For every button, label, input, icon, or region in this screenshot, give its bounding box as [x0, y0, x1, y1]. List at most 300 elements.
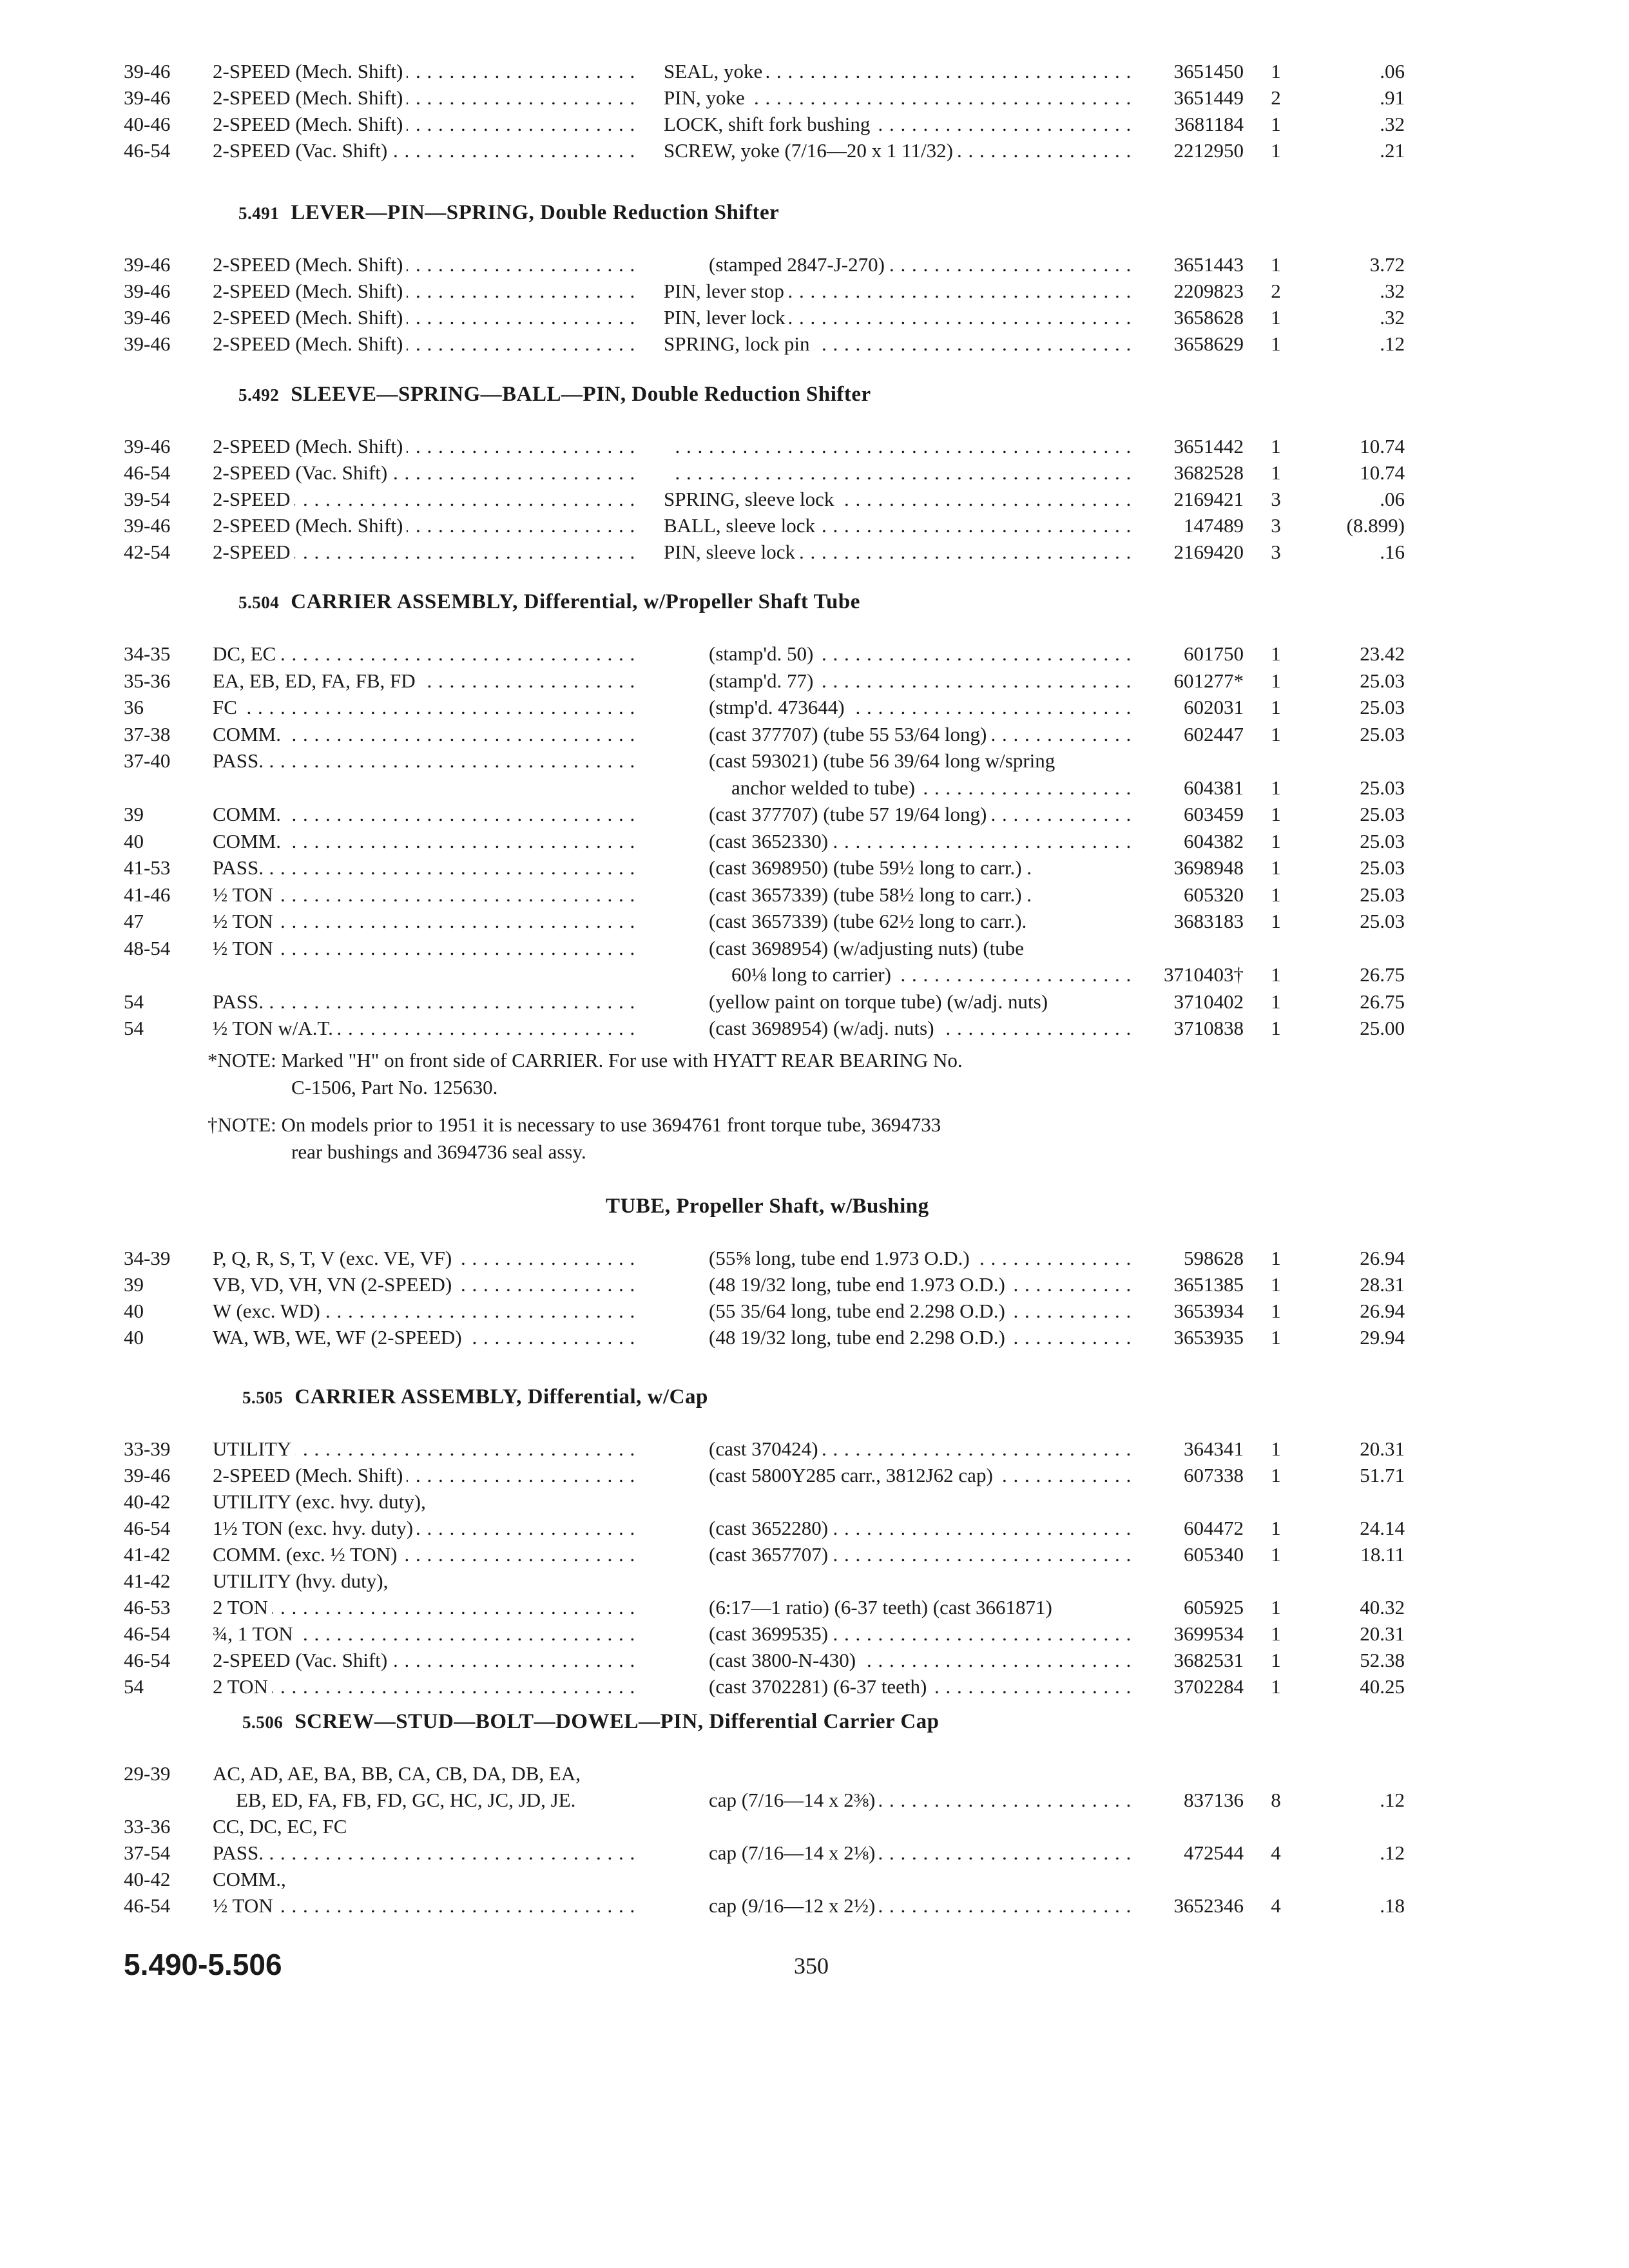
part-description [709, 1016, 1132, 1041]
model-text: EA, EB, ED, FA, FB, FD [213, 669, 419, 692]
part-number: 3653935 [1173, 1326, 1244, 1349]
description-text: (cast 377707) (tube 57 19/64 long) [709, 803, 990, 825]
part-number: 472544 [1184, 1841, 1244, 1864]
part-number: 2169421 [1173, 488, 1244, 510]
list-price: .32 [1380, 113, 1405, 135]
parts-row [0, 540, 1629, 568]
quantity: 1 [1271, 1437, 1281, 1460]
list-price: 18.11 [1360, 1543, 1405, 1566]
list-price: .12 [1380, 332, 1405, 355]
model-year: 46-54 [124, 139, 171, 162]
quantity: 4 [1271, 1841, 1281, 1864]
parts-row [0, 1437, 1629, 1465]
description-text [664, 435, 668, 457]
description-text: (stmp'd. 473644) [709, 696, 849, 718]
part-description [709, 1841, 1132, 1865]
description-text: (stamp'd. 50) [709, 642, 817, 665]
section-heading [242, 1385, 708, 1409]
section-heading [606, 1195, 929, 1218]
model-description [213, 1299, 638, 1323]
model-description: UTILITY (exc. hvy. duty), [213, 1490, 426, 1513]
model-text: ¾, 1 TON [213, 1622, 297, 1645]
part-description: (cast 3698954) (w/adjusting nuts) (tube [709, 936, 1025, 959]
part-description [709, 1788, 1132, 1812]
parts-row [0, 1569, 1629, 1597]
parts-row [0, 1516, 1629, 1544]
model-text: 2-SPEED (Mech. Shift) [213, 86, 407, 109]
description-text: (cast 377707) (tube 55 53/64 long) [709, 723, 990, 745]
parts-row [0, 514, 1629, 542]
description-text: cap (7/16—14 x 2⅜) [709, 1789, 879, 1811]
list-price: 3.72 [1369, 253, 1405, 276]
section-number: 5.492 [238, 385, 280, 405]
footnote [207, 1111, 941, 1166]
model-year: 33-36 [124, 1815, 171, 1838]
list-price: 10.74 [1360, 435, 1405, 457]
part-description [664, 139, 1132, 163]
list-price: .32 [1380, 280, 1405, 302]
parts-row [0, 1762, 1629, 1790]
section-heading [238, 383, 871, 407]
parts-row [0, 1246, 1629, 1274]
quantity: 8 [1271, 1789, 1281, 1811]
model-year: 46-54 [124, 461, 171, 484]
model-description [213, 722, 638, 747]
model-year: 41-42 [124, 1543, 171, 1566]
model-description: CC, DC, EC, FC [213, 1815, 347, 1838]
model-year: 40 [124, 1300, 144, 1322]
model-year: 39-46 [124, 60, 171, 82]
description-text: SPRING, lock pin [664, 332, 814, 355]
parts-row [0, 1595, 1629, 1624]
part-description [664, 514, 1132, 538]
part-number: 147489 [1184, 514, 1244, 537]
model-text: PASS. [213, 749, 267, 772]
model-description [213, 1542, 638, 1567]
model-text: COMM. [213, 830, 285, 852]
model-year: 54 [124, 1675, 144, 1698]
list-price: .12 [1380, 1789, 1405, 1811]
description-text: LOCK, shift fork bushing [664, 113, 874, 135]
part-description: (cast 593021) (tube 56 39/64 long w/spring [709, 749, 1055, 772]
list-price: 25.03 [1360, 722, 1405, 745]
model-year: 39-46 [124, 435, 171, 457]
list-price: 25.03 [1360, 696, 1405, 718]
description-text: PIN, yoke [664, 86, 749, 109]
part-number: 3651385 [1173, 1273, 1244, 1296]
part-number: 3658628 [1173, 306, 1244, 329]
model-description [213, 642, 638, 666]
model-year: 46-53 [124, 1596, 171, 1619]
model-description: COMM., [213, 1868, 286, 1890]
quantity: 1 [1271, 1596, 1281, 1619]
model-text: 2-SPEED (Mech. Shift) [213, 60, 407, 82]
section-range-code: 5.490-5.506 [124, 1948, 282, 1981]
parts-row [0, 461, 1629, 489]
model-text: 2-SPEED (Mech. Shift) [213, 1464, 407, 1486]
parts-row [0, 112, 1629, 140]
model-year: 39-46 [124, 514, 171, 537]
description-text: cap (9/16—12 x 2½) [709, 1894, 879, 1917]
model-description [213, 279, 638, 303]
part-number: 601750 [1184, 642, 1244, 665]
quantity: 4 [1271, 1894, 1281, 1917]
parts-row [0, 776, 1629, 804]
model-text: ½ TON [213, 910, 277, 932]
description-text: (cast 370424) [709, 1437, 822, 1460]
section-title: SLEEVE—SPRING—BALL—PIN, Double Reduction Shifter [291, 383, 871, 406]
model-description [213, 1246, 638, 1271]
quantity: 1 [1271, 60, 1281, 82]
part-number: 3682531 [1173, 1649, 1244, 1671]
part-description [709, 802, 1132, 827]
parts-row [0, 1299, 1629, 1327]
quantity: 1 [1271, 829, 1281, 852]
part-description: (cast 3698950) (tube 59½ long to carr.) . [709, 856, 1032, 879]
quantity: 1 [1271, 1273, 1281, 1296]
model-description [213, 1841, 638, 1865]
model-description [213, 936, 638, 961]
part-number: 3652346 [1173, 1894, 1244, 1917]
part-number: 3651442 [1173, 435, 1244, 457]
description-text: (cast 3657707) [709, 1543, 832, 1566]
model-year: 39-46 [124, 1464, 171, 1486]
model-year: 40 [124, 1326, 144, 1349]
quantity: 1 [1271, 1247, 1281, 1269]
model-text: PASS. [213, 1841, 267, 1864]
model-text: ½ TON [213, 1894, 277, 1917]
model-text: 2 TON [213, 1675, 272, 1698]
part-description [664, 112, 1132, 137]
quantity: 2 [1271, 86, 1281, 109]
model-text: P, Q, R, S, T, V (exc. VE, VF) [213, 1247, 456, 1269]
model-year: 39-54 [124, 488, 171, 510]
quantity: 1 [1271, 306, 1281, 329]
model-year: 46-54 [124, 1622, 171, 1645]
description-text: (55⅝ long, tube end 1.973 O.D.) [709, 1247, 974, 1269]
part-description [709, 1894, 1132, 1918]
list-price: 25.03 [1360, 910, 1405, 932]
footnote-line: rear bushings and 3694736 seal assy. [291, 1140, 586, 1163]
part-description [709, 1463, 1132, 1488]
model-year: 40-42 [124, 1868, 171, 1890]
description-text [664, 461, 668, 484]
parts-row [0, 1814, 1629, 1843]
list-price: 52.38 [1360, 1649, 1405, 1671]
parts-row [0, 1016, 1629, 1044]
quantity: 1 [1271, 856, 1281, 879]
model-text: COMM. [213, 803, 285, 825]
model-year: 33-39 [124, 1437, 171, 1460]
model-year: 37-40 [124, 749, 171, 772]
parts-row [0, 305, 1629, 334]
section-number: 5.506 [242, 1713, 284, 1732]
quantity: 1 [1271, 1649, 1281, 1671]
list-price: .21 [1380, 139, 1405, 162]
model-description [213, 112, 638, 137]
parts-row [0, 139, 1629, 167]
quantity: 1 [1271, 1517, 1281, 1539]
quantity: 1 [1271, 883, 1281, 906]
quantity: 1 [1271, 696, 1281, 718]
part-number: 3698948 [1173, 856, 1244, 879]
model-description [213, 1325, 638, 1350]
quantity: 1 [1271, 1675, 1281, 1698]
list-price: 23.42 [1360, 642, 1405, 665]
part-number: 364341 [1184, 1437, 1244, 1460]
list-price: .18 [1380, 1894, 1405, 1917]
part-number: 3699534 [1173, 1622, 1244, 1645]
model-description [213, 514, 638, 538]
model-year: 46-54 [124, 1894, 171, 1917]
part-number: 3651450 [1173, 60, 1244, 82]
quantity: 1 [1271, 1464, 1281, 1486]
section-title: LEVER—PIN—SPRING, Double Reduction Shifter [291, 201, 780, 224]
model-description: UTILITY (hvy. duty), [213, 1570, 389, 1592]
parts-row [0, 856, 1629, 884]
model-year: 36 [124, 696, 144, 718]
model-description [213, 909, 638, 934]
part-description [664, 461, 1132, 485]
model-year: 41-42 [124, 1570, 171, 1592]
quantity: 1 [1271, 1017, 1281, 1039]
model-description [213, 1595, 638, 1620]
parts-row [0, 695, 1629, 724]
part-description [709, 1273, 1132, 1297]
model-year: 39 [124, 803, 144, 825]
model-description [213, 461, 638, 485]
part-description [709, 1246, 1132, 1271]
model-description [213, 829, 638, 854]
part-number: 3651449 [1173, 86, 1244, 109]
list-price: 25.03 [1360, 669, 1405, 692]
description-text: SCREW, yoke (7/16—20 x 1 11/32) [664, 139, 957, 162]
model-description [213, 305, 638, 330]
quantity: 1 [1271, 1543, 1281, 1566]
parts-row [0, 909, 1629, 937]
parts-row [0, 669, 1629, 697]
footnote-line: †NOTE: On models prior to 1951 it is necessary to use 3694761 front torque tube, 3694733 [207, 1113, 941, 1136]
model-year: 40 [124, 829, 144, 852]
footnote [207, 1047, 963, 1101]
model-description [213, 253, 638, 277]
description-text: BALL, sleeve lock [664, 514, 819, 537]
parts-row [0, 1542, 1629, 1571]
quantity: 1 [1271, 435, 1281, 457]
list-price: 26.75 [1360, 963, 1405, 986]
part-number: 3682528 [1173, 461, 1244, 484]
description-text: (cast 3652280) [709, 1517, 832, 1539]
part-number: 3710402 [1173, 990, 1244, 1013]
part-number: 605340 [1184, 1543, 1244, 1566]
part-number: 607338 [1184, 1464, 1244, 1486]
part-description [709, 1675, 1132, 1699]
model-description: EB, ED, FA, FB, FD, GC, HC, JC, JD, JE. [236, 1789, 576, 1811]
section-number: 5.491 [238, 204, 280, 223]
model-year: 46-54 [124, 1517, 171, 1539]
part-description [709, 1437, 1132, 1461]
model-description [213, 883, 638, 907]
quantity: 1 [1271, 776, 1281, 799]
model-year: 34-35 [124, 642, 171, 665]
part-number: 2169420 [1173, 541, 1244, 563]
parts-row [0, 434, 1629, 463]
parts-row [0, 722, 1629, 751]
model-year: 29-39 [124, 1762, 171, 1785]
list-price: .32 [1380, 306, 1405, 329]
model-description: AC, AD, AE, BA, BB, CA, CB, DA, DB, EA, [213, 1762, 581, 1785]
parts-row [0, 1675, 1629, 1703]
quantity: 2 [1271, 280, 1281, 302]
description-text: (stamp'd. 77) [709, 669, 817, 692]
list-price: 24.14 [1360, 1517, 1405, 1539]
model-text: 2-SPEED (Vac. Shift) [213, 1649, 391, 1671]
part-description: (6:17—1 ratio) (6-37 teeth) (cast 3661871) [709, 1596, 1052, 1619]
list-price: 51.71 [1360, 1464, 1405, 1486]
part-description [709, 1622, 1132, 1646]
part-description [664, 279, 1132, 303]
quantity: 1 [1271, 669, 1281, 692]
quantity: 1 [1271, 253, 1281, 276]
description-text: (cast 3702281) (6-37 teeth) [709, 1675, 930, 1698]
model-year: 39-46 [124, 253, 171, 276]
quantity: 1 [1271, 1326, 1281, 1349]
description-text: anchor welded to tube) [731, 776, 919, 799]
model-text: WA, WB, WE, WF (2-SPEED) [213, 1326, 466, 1349]
model-description [213, 139, 638, 163]
model-text: 2-SPEED [213, 488, 294, 510]
parts-row [0, 749, 1629, 777]
section-title: CARRIER ASSEMBLY, Differential, w/Propeller Shaft Tube [291, 590, 860, 613]
model-description [213, 1516, 638, 1541]
list-price: 10.74 [1360, 461, 1405, 484]
parts-row [0, 1841, 1629, 1869]
model-description [213, 540, 638, 564]
part-number: 605925 [1184, 1596, 1244, 1619]
part-number: 3702284 [1173, 1675, 1244, 1698]
parts-row [0, 936, 1629, 965]
part-description [709, 1325, 1132, 1350]
part-number: 598628 [1184, 1247, 1244, 1269]
section-heading [242, 1710, 940, 1734]
description-text: SPRING, sleeve lock [664, 488, 838, 510]
model-year: 35-36 [124, 669, 171, 692]
model-text: 2-SPEED (Vac. Shift) [213, 461, 391, 484]
part-description [664, 540, 1132, 564]
section-number: 5.505 [242, 1388, 284, 1407]
section-heading [238, 590, 860, 614]
model-text: UTILITY [213, 1437, 295, 1460]
model-text: PASS. [213, 990, 267, 1013]
part-description [709, 695, 1132, 720]
model-description [213, 695, 638, 720]
parts-row [0, 1463, 1629, 1492]
model-text: W (exc. WD) [213, 1300, 324, 1322]
quantity: 1 [1271, 113, 1281, 135]
model-description [213, 1273, 638, 1297]
description-text: (cast 5800Y285 carr., 3812J62 cap) [709, 1464, 997, 1486]
parts-row [0, 86, 1629, 114]
parts-row [0, 642, 1629, 670]
parts-row [0, 1648, 1629, 1677]
list-price: 20.31 [1360, 1622, 1405, 1645]
part-number: 3681184 [1174, 113, 1244, 135]
model-description [213, 1463, 638, 1488]
model-text: 2-SPEED (Mech. Shift) [213, 280, 407, 302]
model-description [213, 1675, 638, 1699]
model-text: 2-SPEED (Mech. Shift) [213, 332, 407, 355]
list-price: (8.899) [1346, 514, 1405, 537]
quantity: 1 [1271, 139, 1281, 162]
description-text: PIN, lever stop [664, 280, 788, 302]
model-text: COMM. [213, 723, 285, 745]
model-description [213, 669, 638, 693]
section-title: CARRIER ASSEMBLY, Differential, w/Cap [294, 1385, 708, 1408]
list-price: 26.94 [1360, 1247, 1405, 1269]
model-text: 1½ TON (exc. hvy. duty) [213, 1517, 417, 1539]
list-price: 25.03 [1360, 776, 1405, 799]
quantity: 3 [1271, 541, 1281, 563]
description-text: (stamped 2847-J-270) [709, 253, 889, 276]
model-text: 2-SPEED (Mech. Shift) [213, 306, 407, 329]
part-description [664, 332, 1132, 356]
quantity: 1 [1271, 722, 1281, 745]
model-text: ½ TON [213, 883, 277, 906]
model-text: 2-SPEED (Mech. Shift) [213, 253, 407, 276]
part-number: 605320 [1184, 883, 1244, 906]
part-number: 604382 [1184, 829, 1244, 852]
model-text: PASS. [213, 856, 267, 879]
quantity: 1 [1271, 990, 1281, 1013]
list-price: 40.32 [1360, 1596, 1405, 1619]
part-number: 3710403† [1164, 963, 1244, 986]
model-text: 2 TON [213, 1596, 272, 1619]
quantity: 1 [1271, 461, 1281, 484]
model-year: 54 [124, 1017, 144, 1039]
part-number: 3651443 [1173, 253, 1244, 276]
description-text: PIN, lever lock [664, 306, 789, 329]
description-text: (55 35/64 long, tube end 2.298 O.D.) [709, 1300, 1009, 1322]
model-year: 39-46 [124, 332, 171, 355]
list-price: 29.94 [1360, 1326, 1405, 1349]
parts-row [0, 883, 1629, 911]
model-text: COMM. (exc. ½ TON) [213, 1543, 401, 1566]
section-heading [238, 201, 779, 225]
parts-row [0, 1622, 1629, 1650]
parts-row [0, 1325, 1629, 1354]
part-number: 2212950 [1173, 139, 1244, 162]
part-description: (cast 3657339) (tube 62½ long to carr.). [709, 910, 1027, 932]
parts-row [0, 253, 1629, 281]
part-description [709, 1648, 1132, 1673]
part-number: 837136 [1184, 1789, 1244, 1811]
parts-row [0, 279, 1629, 307]
model-description [213, 990, 638, 1014]
part-number: 3710838 [1173, 1017, 1244, 1039]
model-year: 40-46 [124, 113, 171, 135]
list-price: 25.03 [1360, 829, 1405, 852]
part-description [664, 305, 1132, 330]
model-description [213, 1894, 638, 1918]
model-year: 37-38 [124, 722, 171, 745]
model-year: 37-54 [124, 1841, 171, 1864]
description-text: SEAL, yoke [664, 60, 766, 82]
model-description [213, 1016, 638, 1041]
part-description [709, 722, 1132, 747]
list-price: .12 [1380, 1841, 1405, 1864]
description-text: cap (7/16—14 x 2⅛) [709, 1841, 879, 1864]
section-title: TUBE, Propeller Shaft, w/Bushing [606, 1195, 929, 1218]
